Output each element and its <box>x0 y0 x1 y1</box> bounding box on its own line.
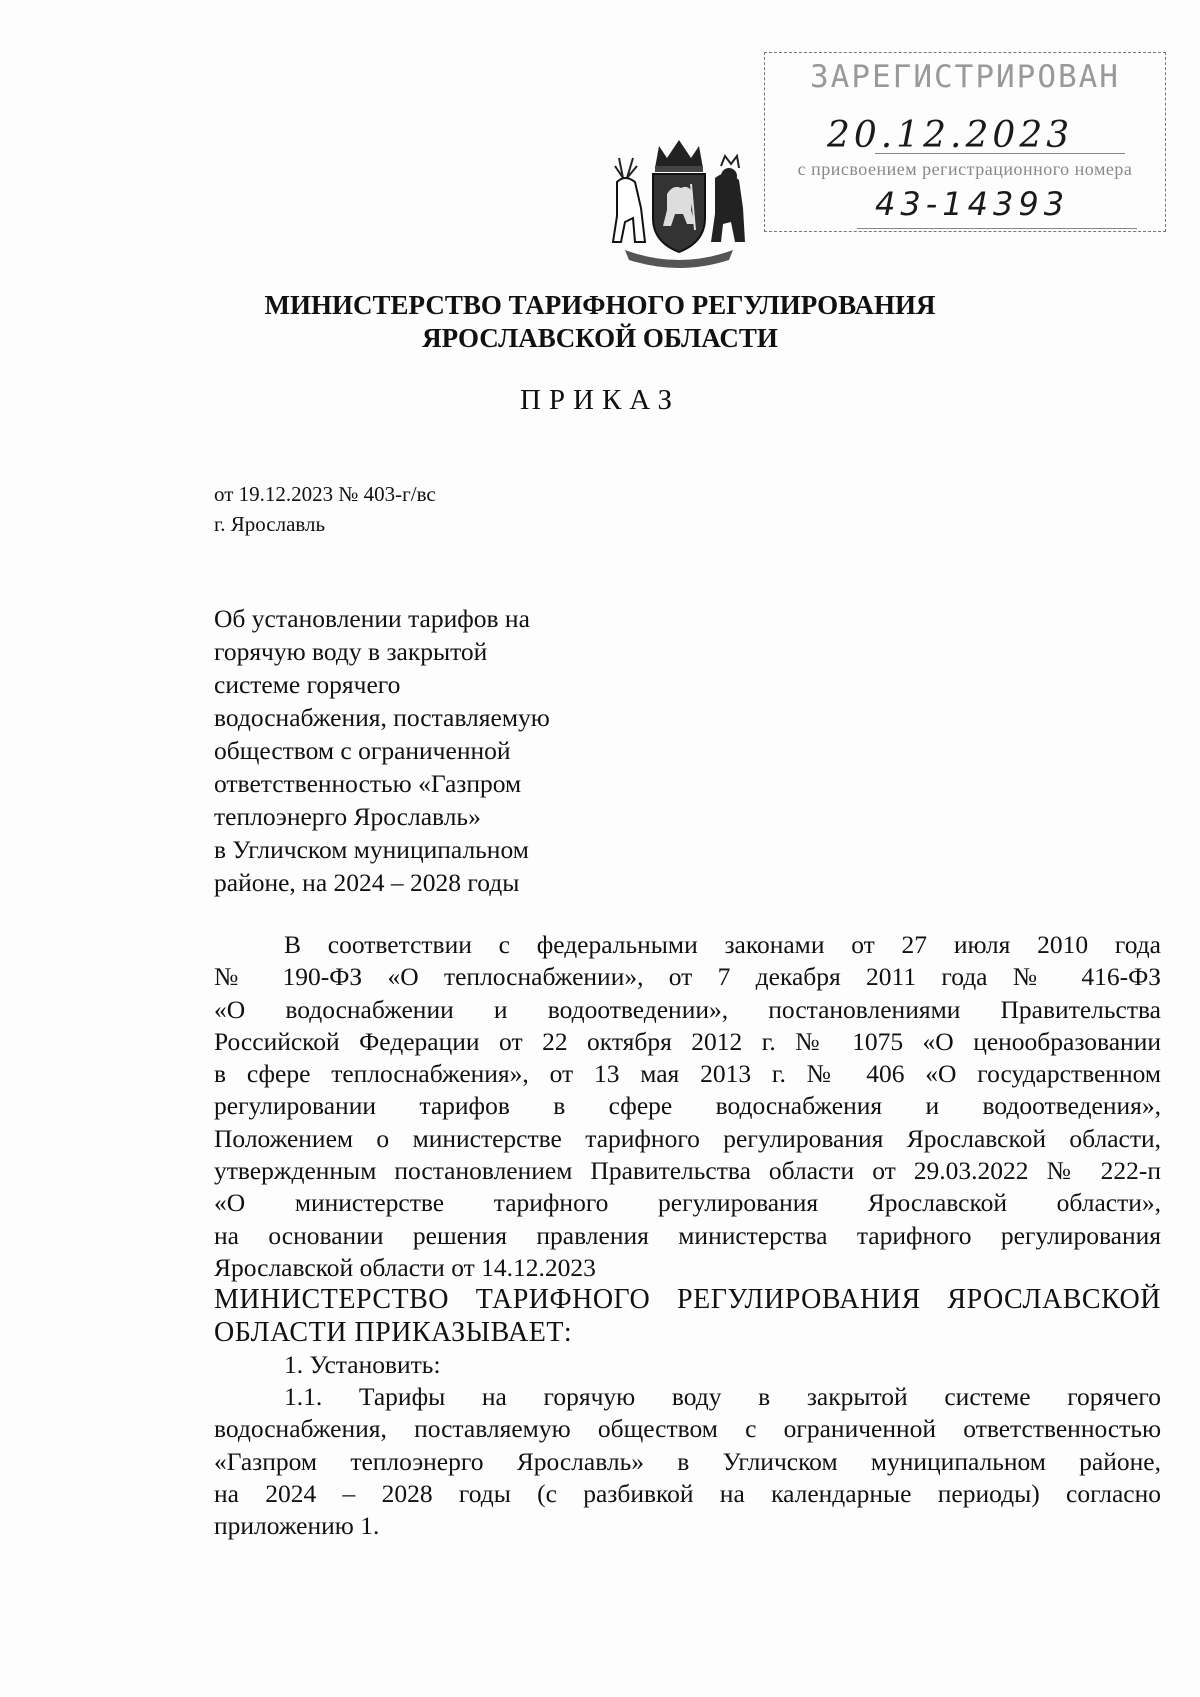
item-1-1-line: «Газпром теплоэнерго Ярославль» в Угличском муниципальном районе, <box>214 1446 1161 1476</box>
subject-line: горячую воду в закрытой <box>214 637 488 666</box>
order-subject <box>214 602 654 899</box>
stamp-registration-number: 43-14393 <box>875 185 1070 223</box>
item-1: 1. Установить: <box>284 1349 441 1379</box>
preamble-line: В соответствии с федеральными законами от 27 июля 2010 года <box>284 930 1161 959</box>
item-1-1-line: водоснабжения, поставляемую обществом с ограниченной ответственностью <box>214 1414 1161 1444</box>
preamble-line: «О министерстве тарифного регулирования Ярославской области», <box>214 1188 1161 1218</box>
ministry-line-1: МИНИСТЕРСТВО ТАРИФНОГО РЕГУЛИРОВАНИЯ <box>264 290 936 320</box>
document-type-title: ПРИКАЗ <box>519 384 681 416</box>
preamble-line: Положением о министерстве тарифного регулирования Ярославской области, <box>214 1123 1161 1153</box>
stamp-number-underline <box>857 228 1137 229</box>
preamble-line: в сфере теплоснабжения», от 13 мая 2013 г. № 406 «О государственном <box>214 1059 1161 1089</box>
stamp-date: 20.12.2023 <box>827 115 1074 156</box>
stamp-heading: ЗАРЕГИСТРИРОВАН <box>810 59 1120 95</box>
preamble-line: Ярославской области от 14.12.2023 <box>214 1252 596 1282</box>
ministry-heading <box>0 289 1200 355</box>
subject-line: обществом с ограниченной <box>214 736 511 765</box>
registration-stamp <box>764 52 1166 232</box>
preamble-line: «О водоснабжении и водоотведении», постановлениями Правительства <box>214 994 1161 1024</box>
item-1-1-line: на 2024 – 2028 годы (с разбивкой на календарные периоды) согласно <box>214 1479 1161 1509</box>
subject-line: водоснабжения, поставляемую <box>214 703 550 732</box>
stamp-subtitle: с присвоением регистрационного номера <box>797 159 1133 179</box>
subject-line: ответственностью «Газпром <box>214 769 522 798</box>
preamble-line: регулировании тарифов в сфере водоснабжения и водоотведения», <box>214 1091 1161 1121</box>
decree-line: МИНИСТЕРСТВО ТАРИФНОГО РЕГУЛИРОВАНИЯ ЯРОСЛАВСКОЙ <box>214 1284 1161 1316</box>
item-1-1-line: 1.1. Тарифы на горячую воду в закрытой системе горячего <box>284 1382 1161 1412</box>
order-body <box>214 929 1161 1543</box>
subject-line: теплоэнерго Ярославль» <box>214 802 481 831</box>
order-meta <box>214 479 436 539</box>
subject-line: в Угличском муниципальном <box>214 835 529 864</box>
stamp-date-underline <box>875 153 1125 154</box>
subject-line: районе, на 2024 – 2028 годы <box>214 868 520 897</box>
preamble-line: Российской Федерации от 22 октября 2012 г. № 1075 «О ценообразовании <box>214 1026 1161 1056</box>
preamble-line: на основании решения правления министерства тарифного регулирования <box>214 1220 1161 1250</box>
ministry-line-2: ЯРОСЛАВСКОЙ ОБЛАСТИ <box>422 323 778 353</box>
decree-line: ОБЛАСТИ ПРИКАЗЫВАЕТ: <box>214 1316 573 1348</box>
preamble-line: утвержденным постановлением Правительства области от 29.03.2022 № 222-п <box>214 1156 1161 1186</box>
coat-of-arms-icon <box>605 138 753 270</box>
order-city: г. Ярославль <box>214 512 326 536</box>
subject-line: Об установлении тарифов на <box>214 604 530 633</box>
subject-line: системе горячего <box>214 670 401 699</box>
preamble-line: № 190-ФЗ «О теплоснабжении», от 7 декабря 2011 года № 416-ФЗ <box>214 962 1161 992</box>
item-1-1-line: приложению 1. <box>214 1511 380 1541</box>
order-date-number: от 19.12.2023 № 403-г/вс <box>214 482 436 506</box>
